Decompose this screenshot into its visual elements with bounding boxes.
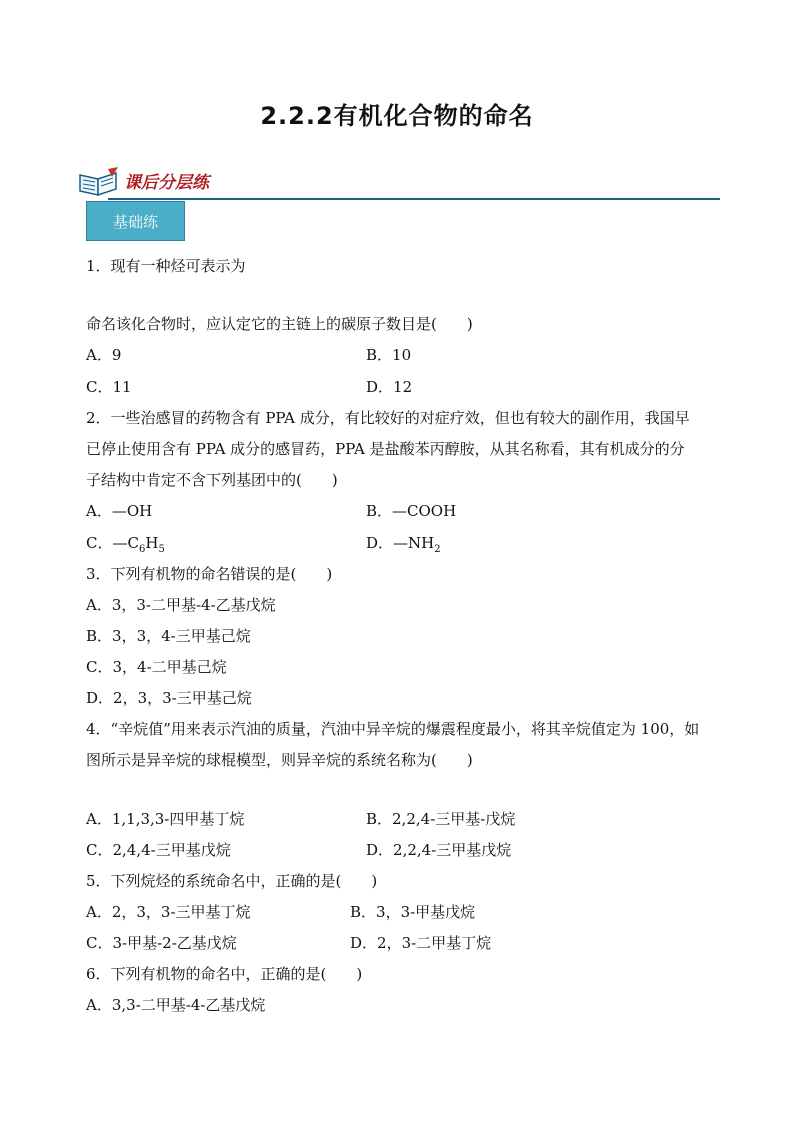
q6-stem: 6．下列有机物的命名中，正确的是( ) — [86, 965, 363, 983]
q1-option-a: A．9 — [86, 346, 122, 364]
q1-option-d: D．12 — [366, 378, 413, 396]
q2-stem-line-2: 已停止使用含有 PPA 成分的感冒药，PPA 是盐酸苯丙醇胺，从其名称看，其有机成分的分 — [86, 440, 685, 458]
q2-option-a: A．—OH — [86, 502, 153, 520]
q2-stem-line-3: 子结构中肯定不含下列基团中的( ) — [86, 471, 338, 489]
q2-option-d: D．$—NH_2$ — [366, 534, 441, 555]
q3-option-a: A．3，3-二甲基-4-乙基戊烷 — [86, 596, 276, 614]
section-label: 课后分层练 — [124, 173, 209, 193]
q4-option-c: C．2,4,4-三甲基戊烷 — [86, 841, 231, 859]
book-icon — [78, 167, 122, 197]
q1-stem-2: 命名该化合物时，应认定它的主链上的碳原子数目是( ) — [86, 315, 473, 333]
q1-stem: 1．现有一种烃可表示为 — [86, 257, 246, 275]
q2-option-b: B．—COOH — [366, 502, 457, 520]
q5-option-a: A．2，3，3-三甲基丁烷 — [86, 903, 251, 921]
q3-option-d: D．2，3，3-三甲基己烷 — [86, 689, 252, 707]
q6-option-a: A．3,3-二甲基-4-乙基戊烷 — [86, 996, 266, 1014]
section-header — [78, 162, 720, 202]
q5-option-b: B．3，3-甲基戊烷 — [350, 903, 476, 921]
q4-stem-line-1: 4．“辛烷值”用来表示汽油的质量，汽油中异辛烷的爆震程度最小，将其辛烷值定为 100，如 — [86, 720, 700, 738]
level-badge: 基础练 — [86, 201, 185, 241]
q4-option-b: B．2,2,4-三甲基-戊烷 — [366, 810, 516, 828]
q4-option-d: D．2,2,4-三甲基戊烷 — [366, 841, 512, 859]
q2-option-c: C．$—C_6H_5$ — [86, 534, 165, 555]
q3-option-c: C．3，4-二甲基己烷 — [86, 658, 227, 676]
q4-stem-line-2: 图所示是异辛烷的球棍模型，则异辛烷的系统名称为( ) — [86, 751, 473, 769]
q4-option-a: A．1,1,3,3-四甲基丁烷 — [86, 810, 245, 828]
header-divider — [108, 198, 720, 200]
q1-option-b: B．10 — [366, 346, 412, 364]
q2-stem-line-1: 2．一些治感冒的药物含有 PPA 成分，有比较好的对症疗效，但也有较大的副作用，我国早 — [86, 409, 690, 427]
page-title: 2.2.2有机化合物的命名 — [260, 102, 534, 130]
q1-option-c: C．11 — [86, 378, 132, 396]
q5-option-c: C．3-甲基-2-乙基戊烷 — [86, 934, 237, 952]
q3-option-b: B．3，3，4-三甲基己烷 — [86, 627, 251, 645]
q5-stem: 5．下列烷烃的系统命名中，正确的是( ) — [86, 872, 378, 890]
q5-option-d: D．2，3-二甲基丁烷 — [350, 934, 492, 952]
q3-stem: 3．下列有机物的命名错误的是( ) — [86, 565, 333, 583]
